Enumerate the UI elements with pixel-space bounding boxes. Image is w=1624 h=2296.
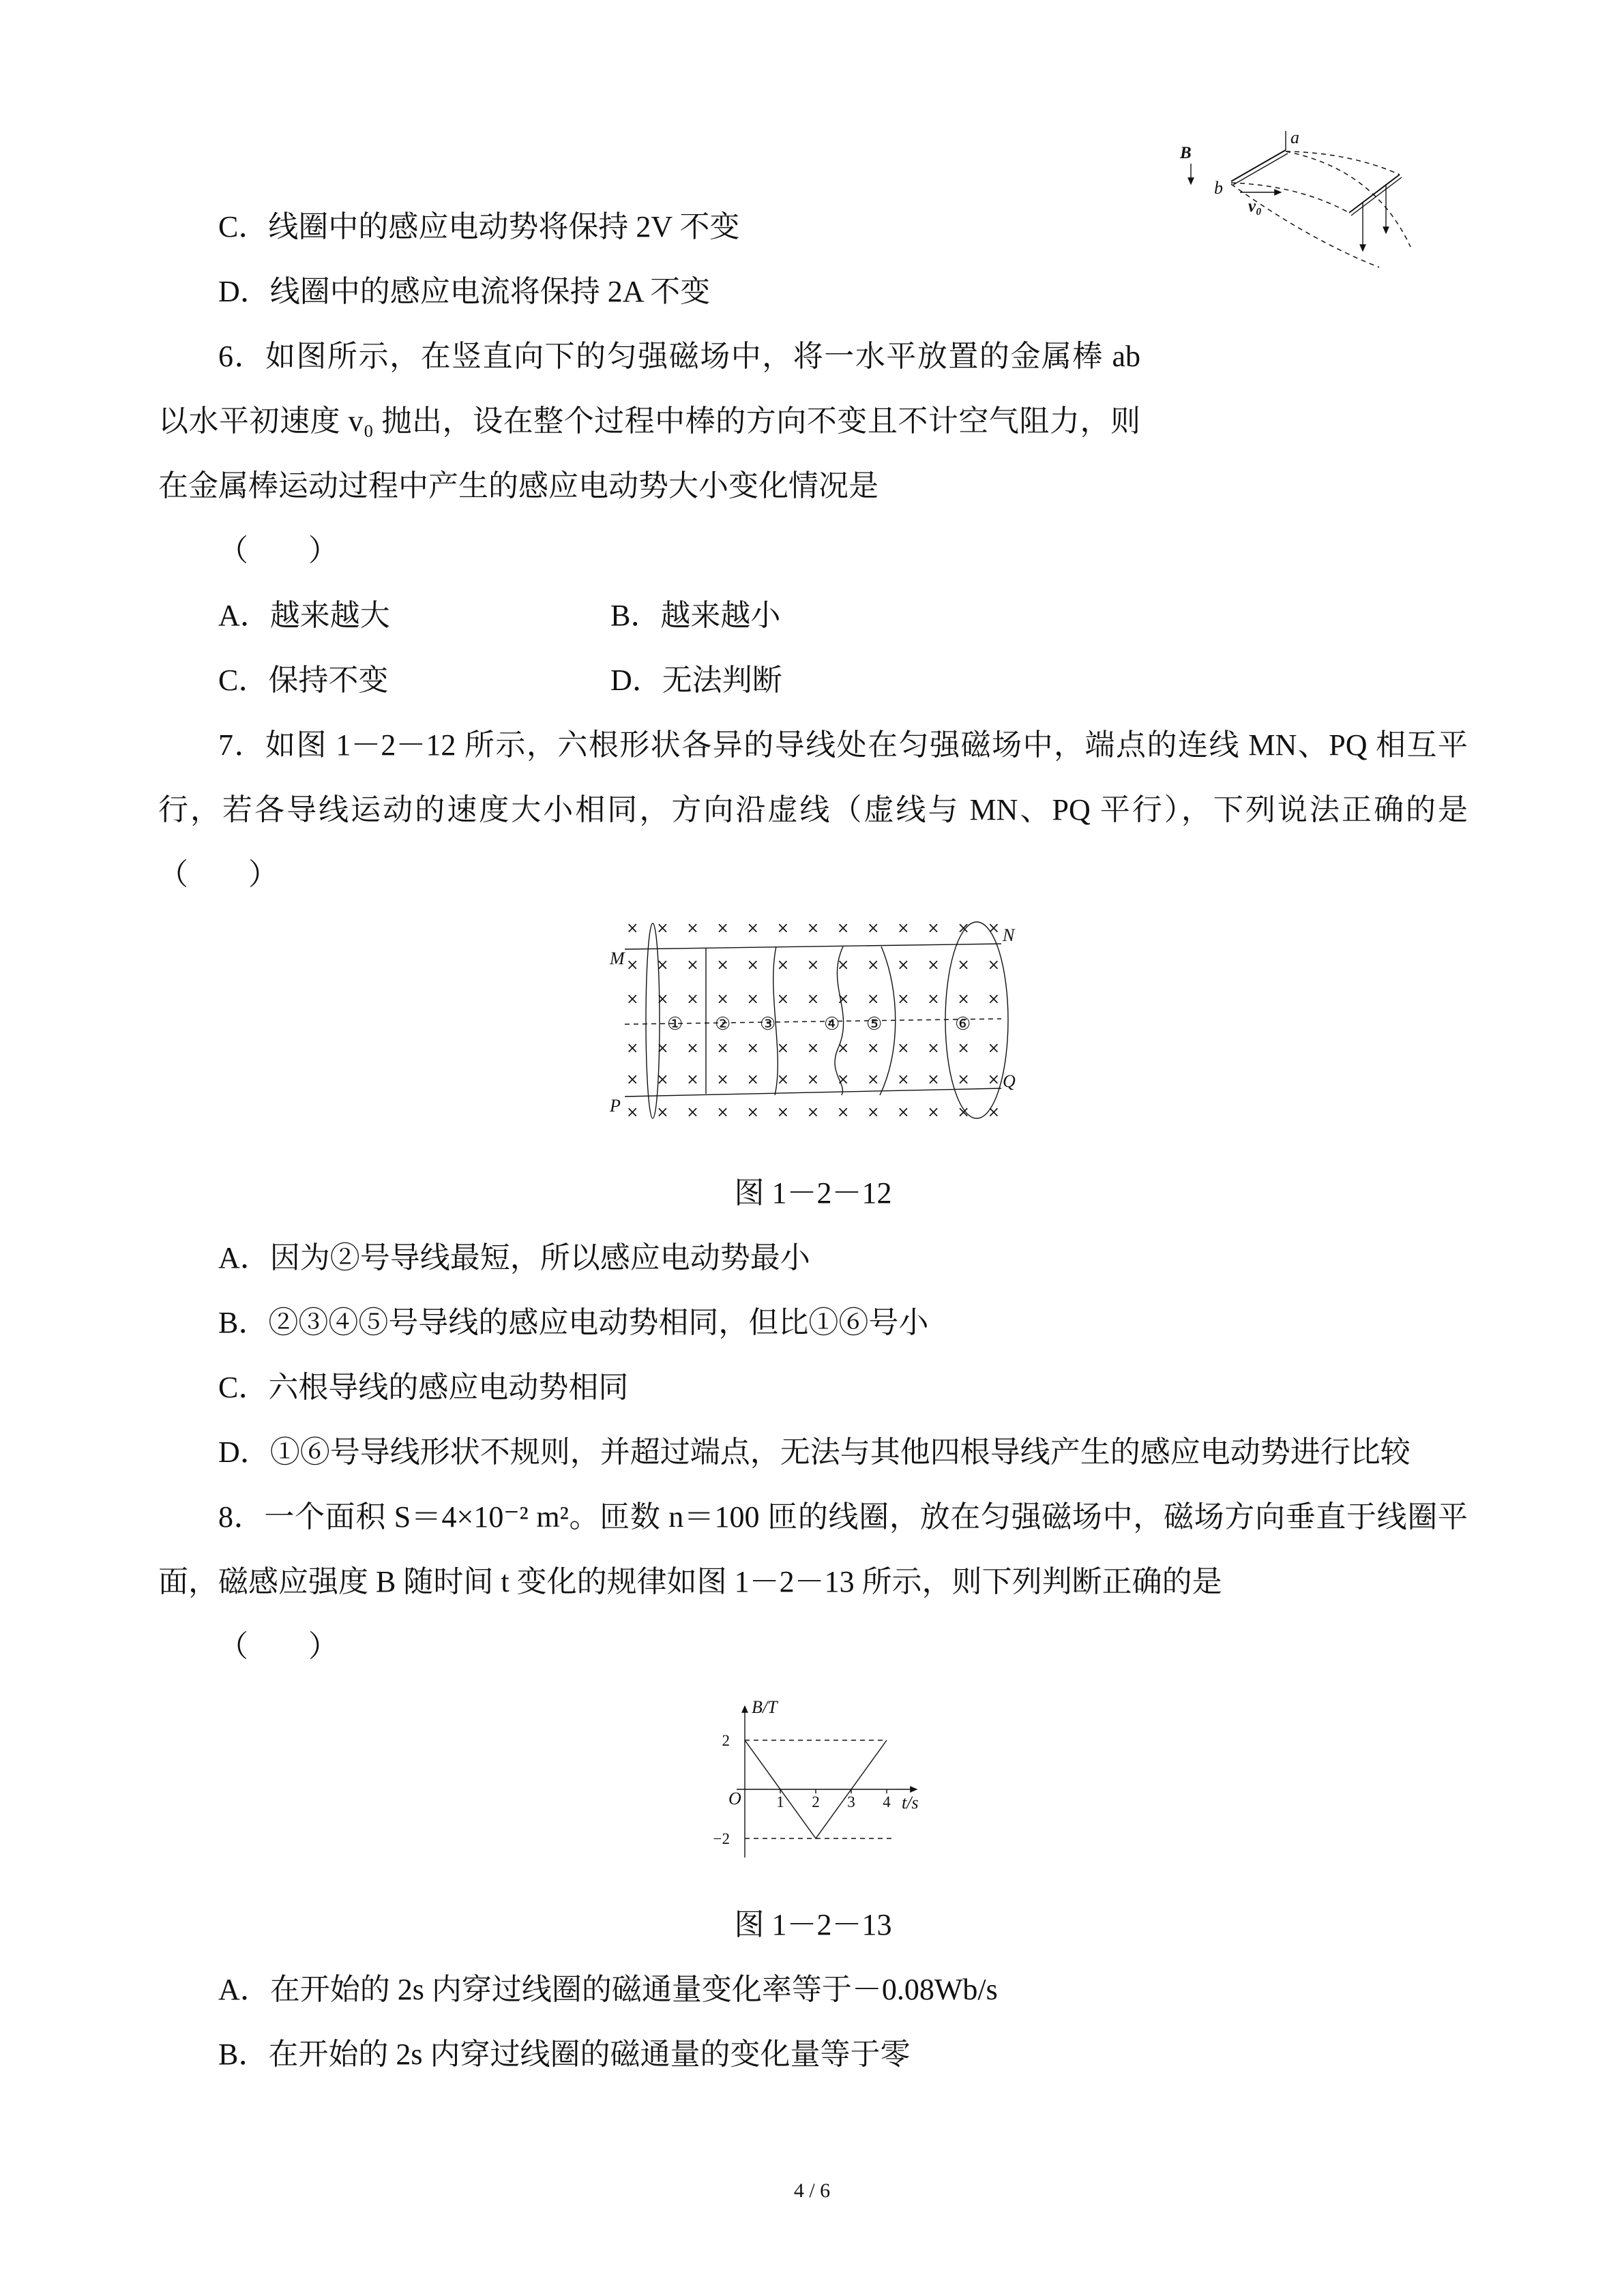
xtick-1: 1 [776, 1793, 784, 1810]
label-b: b [1214, 178, 1223, 198]
figure-1-2-12 [608, 916, 1018, 1147]
figure-1-2-13-svg [697, 1694, 929, 1864]
q8-answer-bracket: （ ） [218, 1630, 338, 1663]
q6-option-d: D．无法判断 [610, 664, 782, 697]
q6-options-row-1 [158, 583, 1468, 648]
label-a: a [1290, 130, 1299, 147]
field-cross-row: × × × × × × × × × × × × × [626, 920, 1000, 937]
xtick-3: 3 [847, 1793, 855, 1810]
label-M: M [610, 949, 625, 968]
trajectory-a [1286, 151, 1400, 175]
label-v0: v₀ [1248, 197, 1262, 215]
q7-option-b: B．②③④⑤号导线的感应电动势相同，但比①⑥号小 [218, 1306, 929, 1339]
ytick-2: 2 [722, 1732, 730, 1749]
page-number: 4 / 6 [793, 2179, 831, 2202]
label-Q: Q [1003, 1071, 1016, 1091]
line-MN [625, 944, 1001, 949]
q7-stem: 7．如图 1－2－12 所示，六根形状各异的导线处在匀强磁场中，端点的连线 MN、PQ 相互平行，若各导线运动的速度大小相同，方向沿虚线（虚线与 MN、PQ 平行），下列说法正确的是（ ） [158, 728, 1468, 891]
rod-ab-later [1349, 175, 1400, 213]
q5-option-c: C．线圈中的感应电动势将保持 2V 不变 [218, 210, 740, 243]
wire-number-4: ④ [824, 1014, 840, 1034]
q6-option-a: A．越来越大 [218, 599, 390, 632]
wire-number-2: ② [715, 1014, 731, 1034]
q7-option-a: A．因为②号导线最短，所以感应电动势最小 [218, 1241, 810, 1274]
q8-option-b: B．在开始的 2s 内穿过线圈的磁通量的变化量等于零 [218, 2038, 911, 2071]
label-N: N [1003, 925, 1015, 945]
field-cross-row: × × × × × × × × × × × × × [626, 1104, 1000, 1121]
rod-ab [1231, 150, 1286, 181]
wire-number-5: ⑤ [866, 1014, 883, 1034]
ytick-neg2: −2 [713, 1830, 730, 1847]
wire-number-6: ⑥ [955, 1014, 971, 1034]
q6-figure-svg [1146, 130, 1419, 273]
q5-option-d: D．线圈中的感应电流将保持 2A 不变 [218, 275, 711, 308]
q6-option-c: C．保持不变 [218, 664, 389, 697]
field-cross-row: × × × × × × × × × × × × × [626, 1071, 1000, 1088]
q6-options-row-2 [158, 648, 1468, 713]
q8-stem: 8．一个面积 S＝4×10⁻² m²。匝数 n＝100 匝的线圈，放在匀强磁场中，磁场方向垂直于线圈平面，磁感应强度 B 随时间 t 变化的规律如图 1－2－13 所示，则下列判断正确的是 [158, 1500, 1468, 1598]
q8-option-a: A．在开始的 2s 内穿过线圈的磁通量变化率等于－0.08Wb/s [218, 1973, 998, 2006]
q7-option-d: D．①⑥号导线形状不规则，并超过端点，无法与其他四根导线产生的感应电动势进行比较 [218, 1435, 1411, 1469]
x-axis-label: t/s [902, 1793, 919, 1813]
q6-option-b: B．越来越小 [610, 599, 781, 632]
q6-stem [158, 324, 1468, 518]
q6-stem-text: 6．如图所示，在竖直向下的匀强磁场中，将一水平放置的金属棒 ab 以水平初速度 v₀ 抛出，设在整个过程中棒的方向不变且不计空气阻力，则在金属棒运动过程中产生的感应电动势大小变化情况是 [158, 340, 1140, 503]
q6-answer-bracket: （ ） [218, 534, 338, 567]
y-axis-label: B/T [752, 1697, 778, 1717]
figure-1-2-13 [697, 1694, 929, 1887]
label-B: B [1180, 144, 1192, 162]
wire-1 [646, 923, 660, 1118]
field-cross-row: × × × × × × × × × × × × × [626, 1040, 1000, 1057]
origin-label: O [728, 1789, 741, 1808]
field-cross-row: × × × × × × × × × × × × × [626, 957, 1000, 974]
label-P: P [610, 1096, 621, 1116]
field-cross-row: × × × × × × × × × × × × × [626, 991, 1000, 1008]
q6-figure [1146, 130, 1419, 273]
xtick-4: 4 [883, 1793, 891, 1810]
wire-number-3: ③ [760, 1014, 776, 1034]
trajectory-outer [1286, 151, 1411, 247]
figure-1-2-13-caption: 图 1－2－13 [734, 1908, 892, 1941]
figure-1-2-12-svg [608, 916, 1018, 1124]
wire-number-1: ① [667, 1014, 683, 1034]
q7-option-c: C．六根导线的感应电动势相同 [218, 1371, 629, 1404]
line-PQ [625, 1088, 1001, 1097]
figure-1-2-12-caption: 图 1－2－12 [734, 1176, 892, 1210]
xtick-2: 2 [812, 1793, 820, 1810]
q6-figure-spacer [1140, 324, 1468, 494]
